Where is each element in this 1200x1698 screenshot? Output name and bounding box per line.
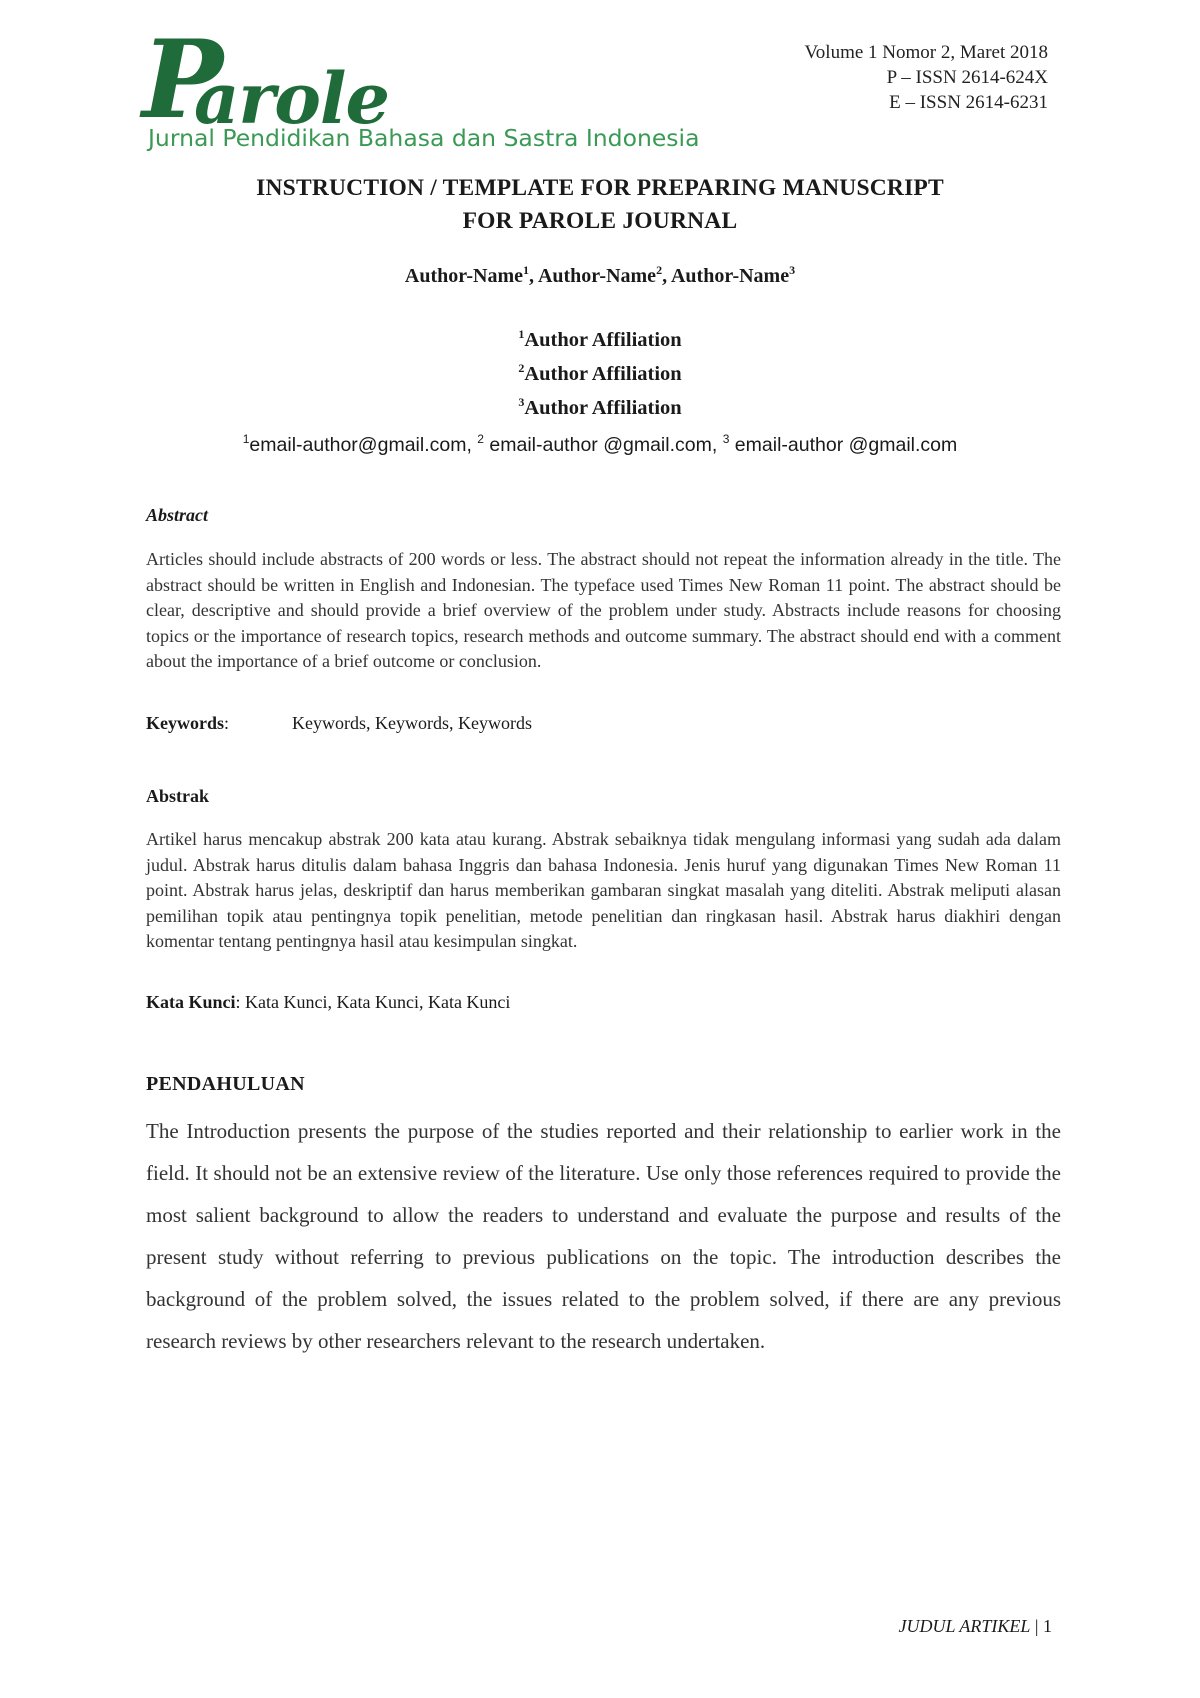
affiliation	[0, 388, 1200, 422]
author-sup: 3	[789, 263, 796, 277]
author-name: Author-Name	[537, 265, 657, 287]
kata-kunci-line	[146, 992, 1061, 1013]
volume-info: Volume 1 Nomor 2, Maret 2018	[804, 42, 1048, 63]
author-sup: 1	[523, 263, 530, 277]
kata-kunci-label: Kata Kunci	[146, 992, 236, 1012]
affiliation-sup: 1	[518, 327, 525, 341]
title-line-1: INSTRUCTION / TEMPLATE FOR PREPARING MANUSCRIPT	[256, 175, 944, 201]
kata-kunci-values: : Kata Kunci, Kata Kunci, Kata Kunci	[235, 992, 511, 1012]
affiliation-sup: 3	[518, 395, 525, 409]
affiliation-text: Author Affiliation	[524, 397, 682, 419]
abstrak-body: Artikel harus mencakup abstrak 200 kata atau kurang. Abstrak sebaiknya tidak mengulang informasi yang sudah ada dalam judul. Abstrak harus ditulis dalam bahasa Inggris dan bahasa Indonesia. Jenis huruf yang digunakan Times New Roman 11 point. Abstrak harus jelas, deskriptif dan harus memberikan gambaran singkat masalah yang diteliti. Abstrak meliputi alasan pemilihan topik atau pentingnya topik penelitian, metode penelitian dan ringkasan hasil. Abstrak harus diakhiri dengan komentar tentang pentingnya hasil atau kesimpulan singkat.	[146, 829, 1061, 951]
title-line-2: FOR PAROLE JOURNAL	[462, 208, 738, 234]
journal-logo	[142, 17, 702, 160]
author-name: Author-Name	[404, 265, 524, 287]
author-sep: ,	[662, 265, 671, 287]
affiliation	[0, 354, 1200, 388]
email-text: email-author @gmail.com	[729, 434, 958, 456]
running-title: JUDUL ARTIKEL	[898, 1616, 1031, 1636]
author-name: Author-Name	[670, 265, 790, 287]
keywords-line	[146, 713, 1061, 734]
journal-meta	[805, 40, 1048, 115]
email-sup: 1	[242, 432, 250, 446]
affiliation-sup: 2	[518, 361, 525, 375]
affiliation-text: Author Affiliation	[524, 363, 682, 385]
logo-initial: P	[142, 17, 220, 143]
keywords-label	[146, 713, 292, 734]
section-body: The Introduction presents the purpose of the studies reported and their relationship to earlier work in the field. It should not be an extensive review of the literature. Use only those references required to provide the most salient background to allow the readers to understand and evaluate the purpose and results of the present study without referring to previous publications on the topic. The introduction describes the background of the problem solved, the issues related to the problem solved, if there are any previous research reviews by other researchers relevant to the research undertaken.	[146, 1119, 1061, 1353]
affiliation-list	[0, 320, 1200, 422]
footer-separator: |	[1030, 1616, 1043, 1636]
page-footer	[899, 1616, 1052, 1637]
e-issn: E – ISSN 2614-6231	[889, 92, 1048, 113]
section-heading: PENDAHULUAN	[146, 1073, 305, 1095]
abstrak-heading: Abstrak	[146, 786, 210, 806]
keywords-values: Keywords, Keywords, Keywords	[292, 713, 532, 733]
email-list	[0, 432, 1200, 457]
author-sep: ,	[529, 265, 538, 287]
logo-subtitle: Jurnal Pendidikan Bahasa dan Sastra Indonesia	[148, 124, 700, 152]
logo-name: arole	[194, 57, 390, 140]
email-text: email-author @gmail.com,	[483, 434, 723, 456]
p-issn: P – ISSN 2614-624X	[886, 67, 1048, 88]
affiliation	[0, 320, 1200, 354]
email-text: email-author@gmail.com,	[249, 434, 478, 456]
abstract-body: Articles should include abstracts of 200 words or less. The abstract should not repeat the information already in the title. The abstract should be written in English and Indonesian. The typeface used Times New Roman 11 point. The abstract should be clear, descriptive and should provide a brief overview of the problem under study. Abstracts include reasons for choosing topics or the importance of research topics, research methods and outcome summary. The abstract should end with a comment about the importance of a brief outcome or conclusion.	[146, 549, 1061, 671]
author-list	[0, 263, 1200, 288]
author-sup: 2	[656, 263, 663, 277]
email-sup: 2	[477, 432, 484, 446]
paper-title	[0, 172, 1200, 238]
page-number: 1	[1043, 1616, 1052, 1636]
keywords-label-text: Keywords	[146, 713, 224, 733]
affiliation-text: Author Affiliation	[524, 329, 682, 351]
email-sup: 3	[722, 432, 730, 446]
keywords-colon: :	[224, 713, 230, 733]
abstract-heading: Abstract	[146, 505, 209, 525]
